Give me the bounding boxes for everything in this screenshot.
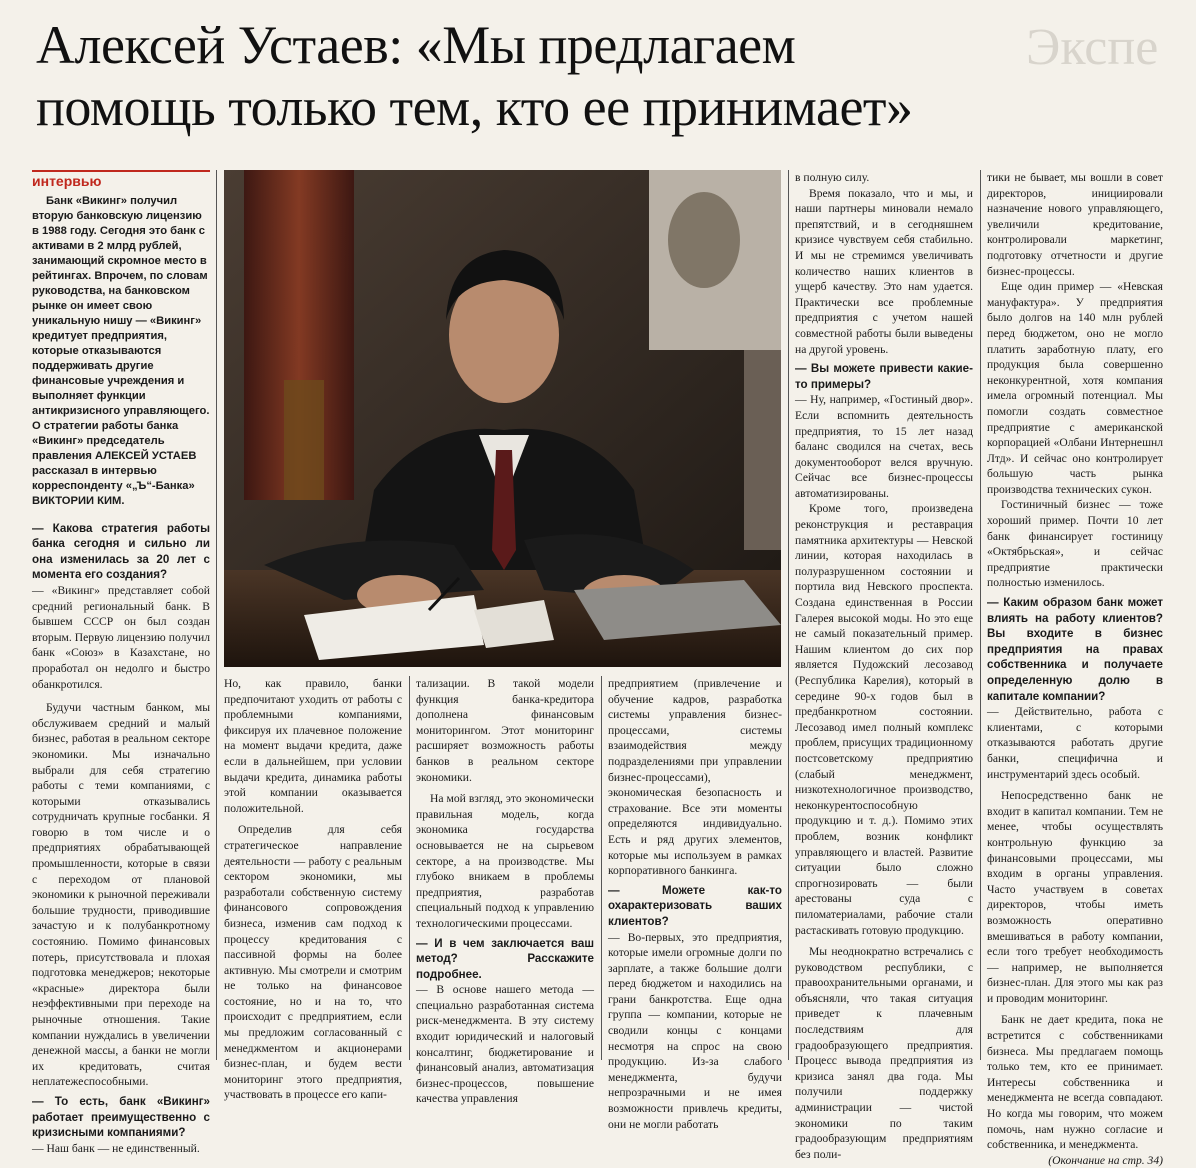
column-4	[608, 676, 782, 1132]
paragraph: Но, как правило, банки предпочитают уходить от работы с проблемными компаниями, фиксируя их плачевное положение на момент выдачи кредита, даже если в дальнейшем, при условии выдачи кредита, динамика работы этой компании оказывается положительной.	[224, 677, 402, 815]
answer: — Наш банк — не единственный.	[32, 1141, 200, 1155]
paragraph: Непосредственно банк не входит в капитал компании. Тем не менее, чтобы осуществлять контрольную функцию за финансовыми процессами, мы входим в органы управления. Часто участвуем в советах директоров, чтобы иметь возможность оперативно вмешиваться в работу компании, если того требует необходимость — например, не выполняется бизнес-план. Для этого мы как раз и проводим мониторинг.	[987, 789, 1163, 1005]
headline-line-1: Алексей Устаев: «Мы предлагаем	[36, 15, 796, 75]
paragraph: тики не бывает, мы вошли в совет директоров, инициировали назначение нового управляющего, увеличили кредитование, контролировали маркетинг, подготовку отчетности и другие бизнес-процессы.	[987, 171, 1163, 278]
headline	[36, 14, 1186, 138]
answer: — Во-первых, это предприятия, которые имели огромные долги по зарплате, а также большие долги перед бюджетом и находились на грани банкротства. Еще одна группа — компании, которые не сводили концы с концами несмотря на спрос на свою продукцию. Из-за слабого менеджмента, будучи непрозрачными и не имея возможности привлечь кредиты, они не могли работать	[608, 930, 782, 1131]
paragraph: Банк не дает кредита, пока не встретится с собственниками бизнеса. Мы предлагаем помощь только тем, кто ее принимает. Интересы собственника и менеджмента не всегда совпадают. Но когда мы говорим, что можем помочь, нам нужно согласие и собственника, и менеджмента.	[987, 1013, 1163, 1152]
rubric-label: интервью	[32, 170, 210, 190]
answer: — Ну, например, «Гостиный двор». Если вспомнить деятельность предприятия, то 15 лет назад баланс сводился на счетах, весь документооборот велся вручную. Сейчас все бизнес-процессы автоматизированы.	[795, 393, 973, 500]
continued-on-note: (Окончание на стр. 34)	[1048, 1153, 1163, 1167]
paragraph: На мой взгляд, это экономически правильная модель, когда экономика государства основывается не на сырьевом секторе, а на производстве. Мы глубоко вникаем в проблемы предприятия, разработав специальный подход к управлению технологическими процессами.	[416, 792, 594, 930]
lead-paragraph	[32, 194, 210, 509]
bleed-through-text: Экспе	[1026, 19, 1159, 76]
paragraph: Гостиничный бизнес — тоже хороший пример. Почти 10 лет банк финансирует гостиницу «Октябрьская», и сейчас предприятие практически полностью изменилось.	[987, 498, 1163, 590]
question: — Можете как-то охарактеризовать ваших клиентов?	[608, 883, 782, 928]
answer: — В основе нашего метода — специально разработанная система риск-менеджмента. В эту систему входит юридический и налоговый консалтинг, бюджетирование и финансовый анализ, автоматизация бизнес-процессов, повышение качества управления	[416, 983, 594, 1106]
column-rule	[601, 676, 602, 1060]
correspondent-name: ВИКТОРИИ КИМ.	[32, 494, 125, 507]
question: — Каким образом банк может влиять на работу клиентов? Вы входите в бизнес предприятия на правах собственника и получаете определенную долю в капитале компании?	[987, 596, 1163, 703]
column-rule	[216, 170, 217, 1060]
lead-text-2: рассказал в интервью корреспонденту «„Ъ“-Банка»	[32, 464, 195, 492]
column-rule	[409, 676, 410, 1060]
portrait-illustration	[224, 170, 781, 667]
paragraph: тализации. В такой модели функция банка-кредитора дополнена финансовым мониторингом. Этот мониторинг расширяет возможность работы банков в реальном секторе экономики.	[416, 677, 594, 784]
interviewee-name: АЛЕКСЕЙ УСТАЕВ	[95, 449, 197, 462]
paragraph: Время показало, что и мы, и наши партнеры миновали немало препятствий, и в сегодняшнем кризисе чувствуем себя стабильно. И мы не стремимся увеличивать количество наших клиентов в ущерб качеству. Это нам удается. Практически все проблемные предприятия с учетом нашей совместной работы были выведены на другой уровень.	[795, 186, 973, 356]
paragraph: Определив для себя стратегическое направление деятельности — работу с реальным сектором экономики, мы разработали собственную систему финансового сопровождения бизнеса, изменив сам подход к процессу кредитования с пассивной формы на более активную. Мы смотрели и смотрим не только на финансовое состояние, но и на то, что происходит с предприятием, если мы предложим согласованный с менеджментом и акционерами бизнес-план, и будем вести мониторинг этого предприятия, участвовать в процессе его капи-	[224, 823, 402, 1102]
column-3	[416, 676, 594, 1107]
column-2	[224, 676, 402, 1103]
paragraph: в полную силу.	[795, 171, 870, 184]
paragraph: Мы неоднократно встречались с руководством республики, с правоохранительными органами, и объясняли, что такая ситуация приведет к плачевным последствиям для градообразующего предприятия. Процесс вывода предприятия из кризиса занял два года. Мы получили поддержку администрации — чистой экономики по таким градообразующим предприятиям без поли-	[795, 945, 973, 1161]
answer: — Действительно, работа с клиентами, с которыми отказываются работать другие банки, специфична и инструментарий здесь особый.	[987, 705, 1163, 781]
paragraph: Еще один пример — «Невская мануфактура». У предприятия было долгов на 140 млн рублей перед бюджетом, оно не могло платить заработную плату, его продукция была совершенно неконкурентной, хотя компания имела огромный потенциал. Мы помогли создать совместное предприятие с американской корпорацией «Олбани Интернешнл Лтд». И сейчас оно контролирует большую часть рынка производства технических сукон.	[987, 280, 1163, 496]
lead-text: Банк «Викинг» получил вторую банковскую лицензию в 1988 году. Сегодня это банк с активами в 2 млрд рублей, занимающий скромное место в рейтингах. Впрочем, по словам руководства, на банковском рынке он имеет свою уникальную нишу — «Викинг» кредитует предприятия, которые отказываются поддерживать другие финансовые учреждения и выполняет функции антикризисного управляющего. О стратегии работы банка «Викинг» председатель правления	[32, 194, 210, 462]
paragraph: Будучи частным банком, мы обслуживаем средний и малый бизнес, работая в реальном секторе экономики. Мы изначально выбрали для себя стратегию работы с теми компаниями, с которыми отказывались сотрудничать крупные госбанки. Я говорю в том числе и о предприятиях обрабатывающей промышленности, которые в связи с переходом от плановой экономики к рыночной переживали большие трудности, приводившие зачастую и к полубанкротному состоянию. Помимо финансовых потерь, присутствовала и плохая подготовка менеджеров; некоторые «красные» директора были неэффективными при переходе на рыночные отношения. Такие компании нуждались в увеличении денежной массы, а банки не могли их кредитовать, считая неплатежеспособными.	[32, 701, 210, 1089]
paragraph: предприятием (привлечение и обучение кадров, разработка системы управления бизнес-процессами, системы взаимодействия между подразделениями при управлении бизнес-процессами), экономическая безопасность и страхование. Все эти моменты определяются индивидуально. Есть и ряд других элементов, которые мы используем в рамках корпоративного банкинга.	[608, 677, 782, 878]
question: — Вы можете привести какие-то примеры?	[795, 362, 973, 391]
question: — Какова стратегия работы банка сегодня и сильно ли она изменилась за 20 лет с момента его создания?	[32, 521, 210, 582]
column-5	[795, 170, 973, 1162]
answer: — «Викинг» представляет собой средний региональный банк. В бывшем СССР он был создан вторым. Первую лицензию получил банк «Союз» в Казахстане, но проработал он недолго и быстро обанкротился.	[32, 583, 210, 691]
column-rule	[788, 170, 789, 1060]
headline-line-2: помощь только тем, кто ее принимает»	[36, 77, 913, 137]
question: — То есть, банк «Викинг» работает преимущественно с кризисными компаниями?	[32, 1094, 210, 1140]
question: — И в чем заключается ваш метод? Расскажите подробнее.	[416, 936, 594, 981]
column-1	[32, 170, 210, 1156]
portrait-photo	[224, 170, 781, 667]
column-6	[987, 170, 1163, 1168]
column-rule	[980, 170, 981, 1060]
paragraph: Кроме того, произведена реконструкция и реставрация памятника архитектуры — Невской линии, которая находилась в полуразрушенном состоянии и портила вид Невского проспекта. Создана единственная в России Галерея высокой моды. Но это еще не самый показательный пример. Нашим клиентом до сих пор является Пудожский лесозавод (Республика Карелия), который в середине 90-х годов был в предбанкротном состоянии. Лесозавод имел полный комплекс проблем, присущих традиционному постсоветскому предприятию (слабый менеджмент, низкотехнологичное производство, неконкурентоспособную продукцию и т. д.). Помимо этих проблем, возник конфликт управляющего и властей. Развитие ситуации было сложно спрогнозировать — были арестованы суда с пиломатериалами, рабочие стали растаскивать готовую продукцию.	[795, 502, 973, 937]
